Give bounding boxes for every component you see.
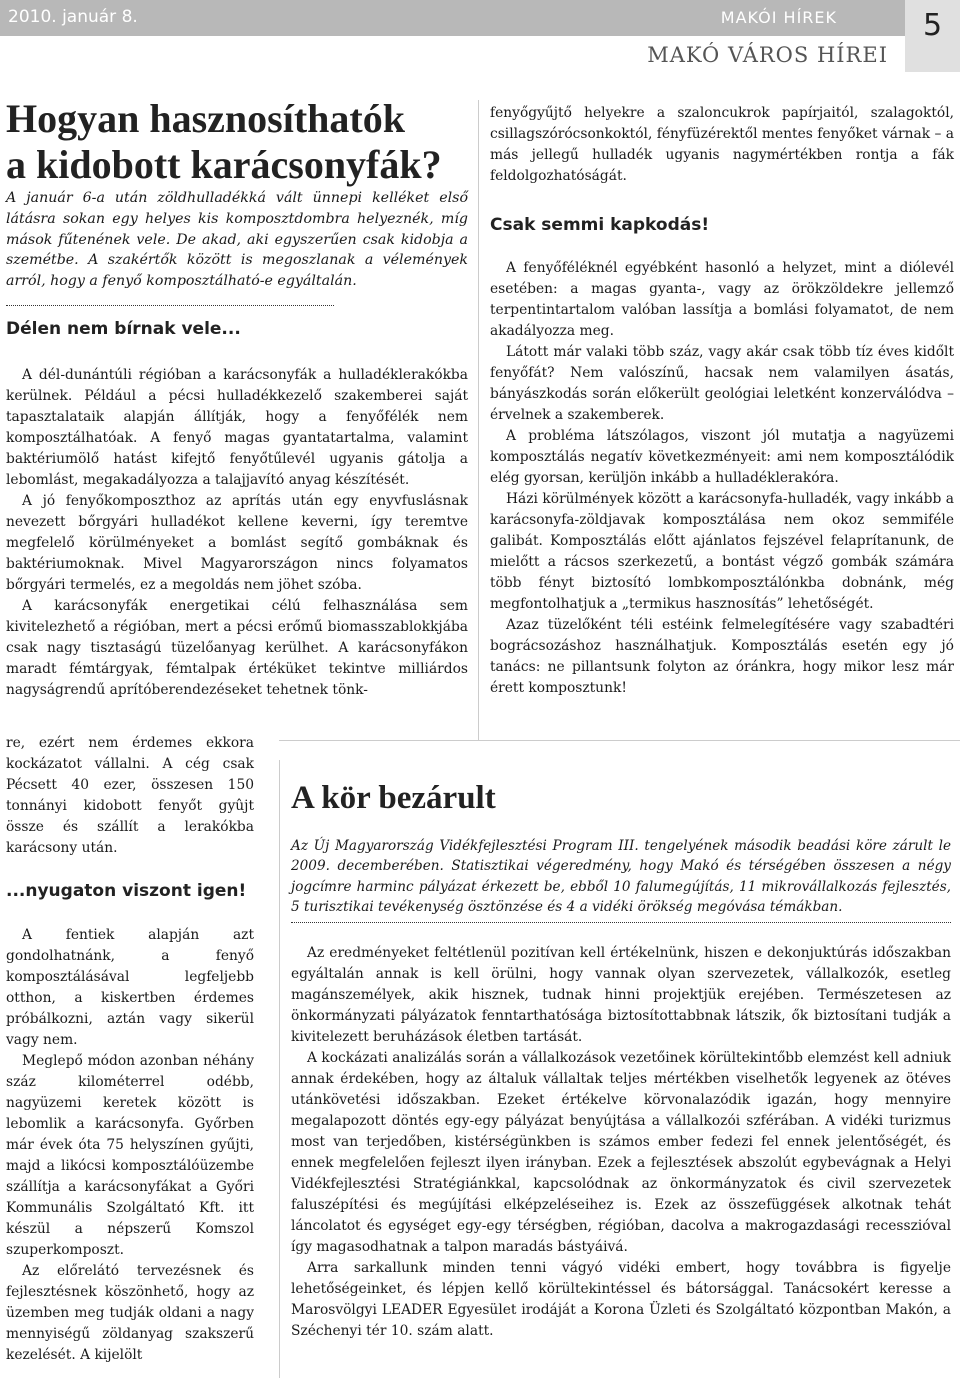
paragraph: Házi körülmények között a karácsonyfa-hulladék, vagy inkább a karácsonyfa-zöldjavak komposztálása nem okoz semmiféle galibát. Komposztálás előtt ajánlatos fejszével felaprítanunk, de mielőtt a rácsos szerkezetű, a bontást végző gombák számára több fényt biztosító lombkomposztálónkba dobnánk, még megfontolhatjuk a „termikus hasznosítás” lehetőségét. bbox=[490, 491, 954, 612]
subheading: ...nyugaton viszont igen! bbox=[6, 881, 247, 901]
paragraph: A probléma látszólagos, viszont jól mutatja a nagyüzemi komposztálás negatív következményeit: ami nem komposztálódik elég gyorsan, kerüljön inkább a hulladéklerakóra. bbox=[490, 428, 954, 486]
paragraph: A kockázati analizálás során a vállalkozások vezetőinek körültekintőbb elemzést kell adniuk annak érdekében, hogy az általuk vállaltak teljes mértékben viselhetők legyenek az ötéves utánkövetési időszakban. Ezeket értékelve körvonalazódik igazán, hogy mennyire megalapozott döntés egy-egy pályázat benyújtása a vállalkozói szférában. A vidéki turizmus most van terjedőben, kistérségünkben is számos ember fedezi fel ennek jelentőségét, és ennek megfelelően fejleszt ilyen irányban. Ezek a fejlesztések abszolút egybevágnak a Helyi Vidékfejlesztési Stratégiánkkal, kapcsolódnak az önkormányzatok és civil szervezetek faluszépítési és megújítási elképzeléseihez is. Ezek az összefüggések alkotnak tehát láncolatot és egységet egy-egy térségben, régióban, dacolva a makrogazdasági recesszióval így magasodhatnak a talpon maradás bástyáivá. bbox=[291, 1050, 951, 1255]
article-body-left bbox=[6, 365, 468, 701]
subheading: Délen nem bírnak vele... bbox=[6, 319, 241, 339]
paragraph: Azaz tüzelőként téli estéink felmelegítésére vagy szabadtéri bográcsozáshoz használhatjuk. Komposztálás esetén egy jó tanács: ne pillantsunk folyton az óránkra, hogy mikor lesz már érett komposztunk! bbox=[490, 617, 954, 696]
article-body-right-lower bbox=[490, 258, 954, 699]
paragraph: re, ezért nem érdemes ekkora kockázatot vállalni. A cég csak Pécsett 40 ezer, összesen 150 tonnányi kidobott fenyőt gyûjt össze és szállít a lerakókba karácsony után. bbox=[6, 735, 254, 856]
paragraph: A jó fenyőkomposzthoz az aprítás után egy enyvfuslásnak nevezett bőrgyári hulladékot kellene keverni, így teremtve megfelelő körülményeket a bomlást segítő gombáknak és baktériumoknak. Mivel Magyarországon nincs folyamatos bőrgyári termelés, ez a megoldás nem jöhet szóba. bbox=[6, 493, 468, 593]
article-body-left-lower bbox=[6, 925, 254, 1366]
header-bar bbox=[0, 0, 905, 36]
article2-body bbox=[291, 943, 951, 1342]
page-number-box bbox=[905, 0, 960, 72]
article-title bbox=[6, 96, 466, 188]
paragraph: Az eredményeket feltétlenül pozitívan kell értékelnünk, hiszen e dekonjuktúrás időszakban egyáltalán annak is kell örülni, hogy vannak olyan szervezetek, vállalkozók, esetleg magánszemélyek, akik hisznek, tudnak hinni projektjük erejében. Természetesen az önkormányzati pályázatok fenntarthatósága biztosítottabbnak látszik, ők biztosítani tudják a kivitelezett beruházások életben tartását. bbox=[291, 945, 951, 1045]
paragraph: Látott már valaki több száz, vagy akár csak több tíz éves kidőlt fenyőfát? Nem valószínű, hacsak nem valamilyen ásatás, bányászkodás során előkerült geológiai leletként konzerválódva – érvelnek a szakemberek. bbox=[490, 344, 954, 423]
paragraph: Meglepő módon azonban néhány száz kilométerrel odébb, nagyüzemi keretek között is lebomlik a karácsonyfa. Győrben már évek óta 75 helyszínen gyűjti, majd a likócsi komposztálóüzembe szállítja a karácsonyfákat a Győri Kommunális Szolgáltató Kft. itt készül a népszerű Komszol szuperkomposzt. bbox=[6, 1053, 254, 1258]
dotted-divider bbox=[291, 922, 951, 923]
article-title-line-1: Hogyan hasznosíthatók bbox=[6, 96, 405, 141]
paragraph: A dél-dunántúli régióban a karácsonyfák a hulladéklerakókba kerülnek. Például a pécsi hulladékkezelő szakemberei saját tapasztalataik alapján állítják, hogy a fenyőfélék nem komposztálhatóak. A fenyő magas gyantatartalma, valamint baktériumölő hatást kifejtő fenyőtűlevél ugyanis gátolja a lebomlást, megakadályozza a talajjavító anyag készítését. bbox=[6, 367, 468, 488]
paragraph: Az előrelátó tervezésnek és fejlesztésnek köszönhető, hogy az üzemben meg tudják oldani a nagy mennyiségű zöldanyag szakszerű kezelését. A kijelölt bbox=[6, 1263, 254, 1363]
paragraph: Arra sarkallunk minden tenni vágyó vidéki embert, hogy továbbra is figyelje lehetőségeinket, és lépjen kellő körültekintéssel és bátorsággal. Tanácsokért keresse a Marosvölgyi LEADER Egyesület irodáját a Korona Üzleti és Szolgáltató központban Makón, a Széchenyi tér 10. szám alatt. bbox=[291, 1260, 951, 1339]
article-body-left-narrow bbox=[6, 733, 254, 859]
article-title-line-2: a kidobott karácsonyfák? bbox=[6, 142, 442, 187]
paragraph: fenyőgyűjtő helyekre a szaloncukrok papírjaitól, szalagoktól, csillagszórócsonkoktól, fényfüzérektől mentes fenyőket várnak – a más jellegű hulladék ugyanis nagymértékben rontja a fák feldolgozhatóságát. bbox=[490, 105, 954, 184]
box-divider bbox=[279, 740, 960, 741]
article-lead: A január 6-a után zöldhulladékká vált ünnepi kelléket első látásra sokan egy helyes kis komposztdombra helyeznék, míg mások fűtenének vele. De akad, aki egyszerűen csak kidobja a szemétbe. A szakértők között is megoszlanak a vélemények arról, hogy a fenyő komposztálható-e egyáltalán. bbox=[6, 190, 468, 290]
publication-name: MAKÓI HÍREK bbox=[720, 8, 837, 27]
paragraph: A fentiek alapján azt gondolhatnánk, a fenyő komposztálásával legfeljebb otthon, a kiskertben érdemes próbálkozni, aztán vagy sikerül vagy nem. bbox=[6, 927, 254, 1048]
article2-lead: Az Új Magyarország Vidékfejlesztési Program III. tengelyének második beadási köre zárult le 2009. decemberében. Statisztikai végeredmény, hogy Makó és térségében összesen a négy jogcímre harminc pályázat érkezett be, ebből 10 falumegújítás, 11 mikrovállalkozás fejlesztés, 5 turisztikai tevékenység ösztönzése és 4 a vidéki örökség megóvása témákban. bbox=[291, 838, 951, 915]
section-title: MAKÓ VÁROS HÍREI bbox=[647, 43, 888, 67]
page-number: 5 bbox=[922, 8, 943, 43]
dotted-divider bbox=[6, 305, 334, 306]
page-header bbox=[0, 0, 960, 72]
paragraph: A fenyőféléknél egyébként hasonló a helyzet, mint a diólevél esetében: a magas gyanta-, vagy az örökzöldekre jellemző terpentintartalom valóban lassítja a bomlási folyamatot, de nem akadályozza meg. bbox=[490, 260, 954, 339]
article-body-right bbox=[490, 103, 954, 187]
subheading: Csak semmi kapkodás! bbox=[490, 215, 710, 235]
box-divider-vertical bbox=[279, 760, 280, 1378]
issue-date: 2010. január 8. bbox=[8, 7, 138, 27]
column-divider bbox=[478, 100, 479, 740]
paragraph: A karácsonyfák energetikai célú felhasználása sem kivitelezhető a régióban, mert a pécsi erőmű biomasszablokkjába csak nagy tisztaságú tüzelőanyag kerülhet. A karácsonyfákon maradt fémtárgyak, fémtalpak értéküket tekintve milliárdos nagyságrendű aprítóberendezéseket tehetnek tönk- bbox=[6, 598, 468, 698]
article2-title: A kör bezárult bbox=[291, 780, 496, 816]
